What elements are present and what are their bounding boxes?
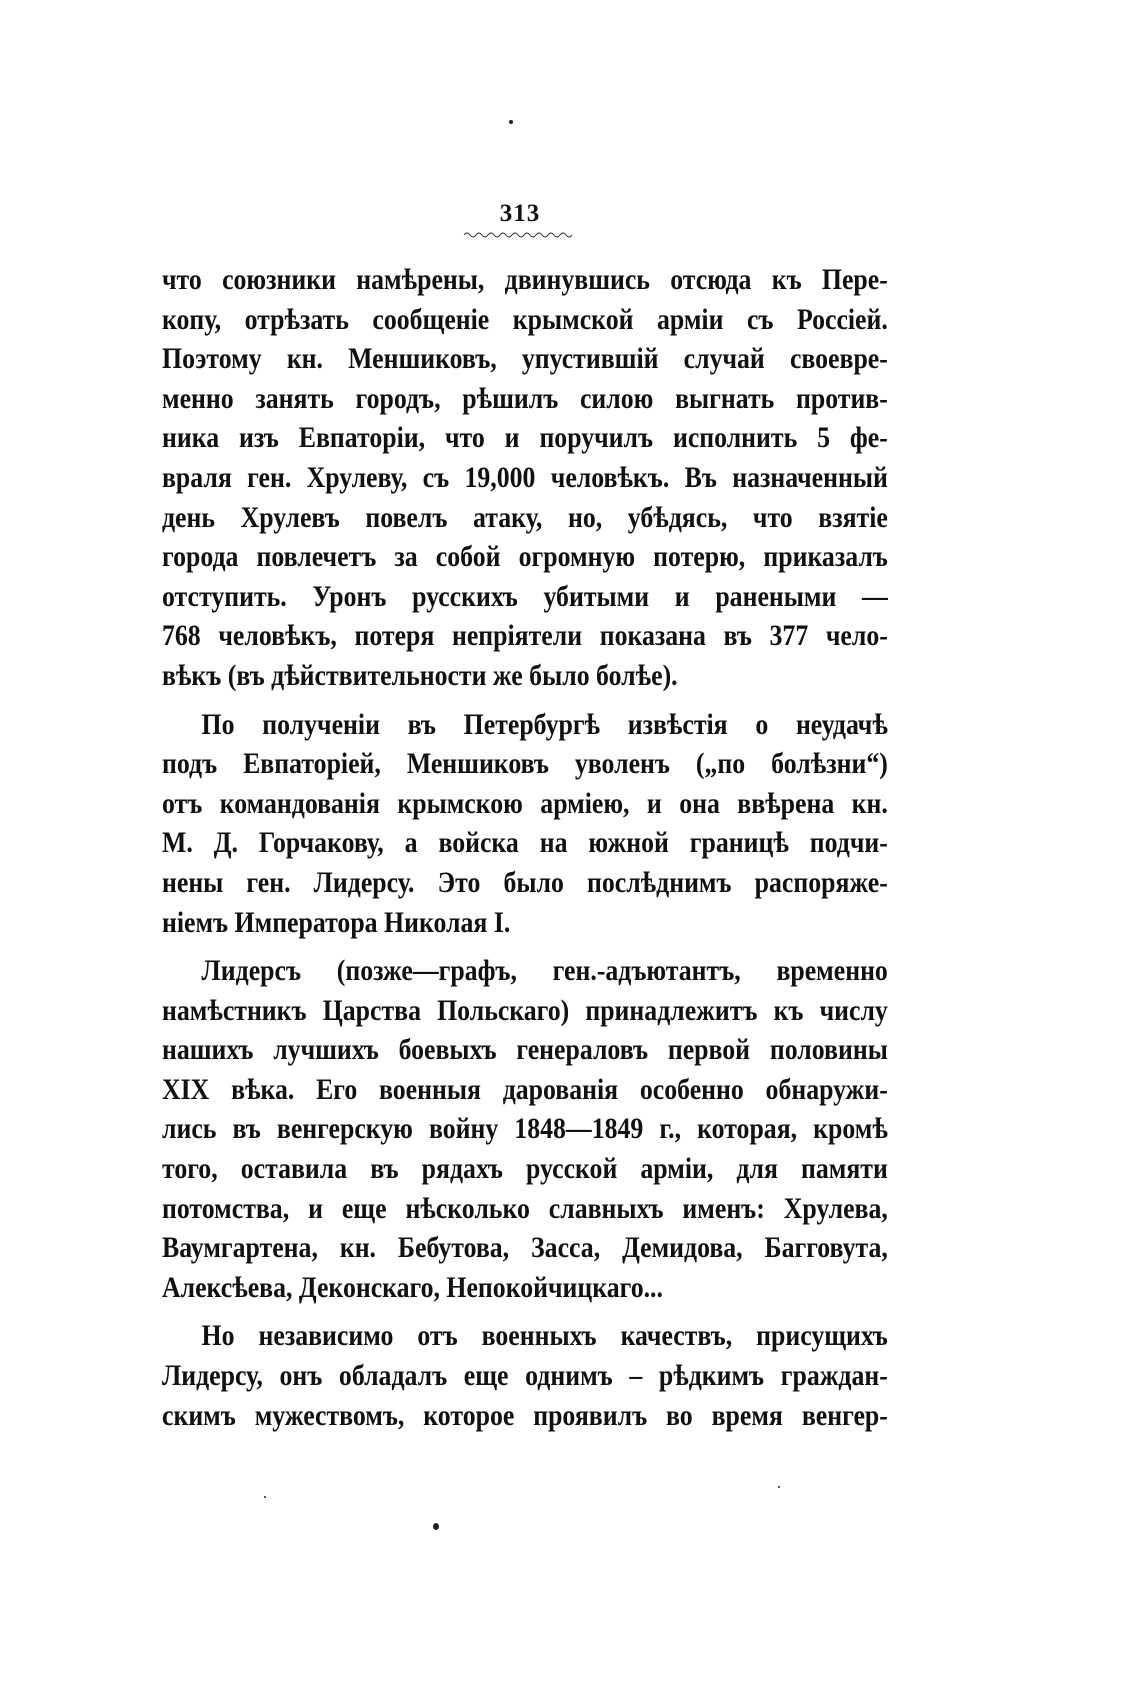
text-line: 768 человѣкъ, потеря непріятели показана въ 377 чело- bbox=[162, 619, 888, 653]
page-number: 313 bbox=[499, 200, 541, 227]
text-line: Ваумгартена, кн. Бебутова, Засса, Демидова, Багговута, bbox=[162, 1231, 888, 1265]
text-line: день Хрулевъ повелъ атаку, но, убѣдясь, что взятіе bbox=[162, 500, 888, 534]
text-line: лись въ венгерскую войну 1848—1849 г., которая, кромѣ bbox=[162, 1112, 888, 1146]
text-line: ніемъ Императора Николая I. bbox=[162, 905, 511, 939]
paragraph-gap bbox=[162, 696, 888, 705]
scan-speck-bottom bbox=[433, 1523, 439, 1530]
text-line: М. Д. Горчакову, а войска на южной границѣ подчи- bbox=[162, 826, 888, 860]
paragraph-gap bbox=[162, 942, 888, 951]
text-line: подъ Евпаторіей, Меншиковъ уволенъ („по болѣзни“) bbox=[162, 747, 888, 781]
text-line: потомства, и еще нѣсколько славныхъ именъ: Хрулева, bbox=[162, 1191, 888, 1225]
scan-speck-top bbox=[509, 120, 513, 124]
text-line: что союзники намѣрены, двинувшись отсюда къ Пере- bbox=[162, 263, 888, 296]
scan-speck-bottom-right bbox=[778, 1486, 780, 1488]
text-line: скимъ мужествомъ, которое проявилъ во время венгер- bbox=[162, 1398, 888, 1432]
paragraph-1 bbox=[162, 260, 888, 696]
text-line: нены ген. Лидерсу. Это было послѣднимъ распоряже- bbox=[162, 865, 888, 899]
text-line: копу, отрѣзать сообщеніе крымской арміи съ Россіей. bbox=[162, 302, 888, 336]
paragraph-3 bbox=[162, 951, 888, 1307]
paragraph-2 bbox=[162, 705, 888, 943]
text-line: XIX вѣка. Его военныя дарованія особенно обнаружи- bbox=[162, 1072, 888, 1106]
text-line: намѣстникъ Царства Польскаго) принадлежитъ къ числу bbox=[162, 993, 888, 1027]
text-line: ника изъ Евпаторіи, что и поручилъ исполнить 5 фе- bbox=[162, 421, 888, 455]
paragraph-gap bbox=[162, 1307, 888, 1316]
text-line: Но независимо отъ военныхъ качествъ, присущихъ bbox=[201, 1319, 888, 1353]
text-line: вѣкъ (въ дѣйствительности же было болѣе). bbox=[162, 658, 678, 692]
text-line: Поэтому кн. Меншиковъ, упустившій случай своевре- bbox=[162, 342, 888, 376]
scan-speck-bottom-left bbox=[264, 1496, 266, 1498]
text-line: нашихъ лучшихъ боевыхъ генераловъ первой половины bbox=[162, 1033, 888, 1067]
text-line: города повлечетъ за собой огромную потерю, приказалъ bbox=[162, 540, 888, 574]
text-line: отъ командованія крымскою арміею, и она ввѣрена кн. bbox=[162, 786, 888, 820]
text-line: враля ген. Хрулеву, съ 19,000 человѣкъ. Въ назначенный bbox=[162, 460, 888, 494]
paragraph-4 bbox=[162, 1316, 888, 1435]
text-line: менно занять городъ, рѣшилъ силою выгнать против- bbox=[162, 381, 888, 415]
body-text bbox=[162, 260, 888, 1435]
text-line: Лидерсъ (позже—графъ, ген.-адъютантъ, временно bbox=[201, 954, 888, 988]
text-line: Алексѣева, Деконскаго, Непокойчицкаго... bbox=[162, 1270, 663, 1304]
text-line: По полученіи въ Петербургѣ извѣстія о неудачѣ bbox=[201, 707, 888, 741]
text-line: отступить. Уронъ русскихъ убитыми и ранеными — bbox=[162, 579, 888, 613]
text-line: Лидерсу, онъ обладалъ еще однимъ – рѣдкимъ граждан- bbox=[162, 1359, 888, 1393]
text-line: того, оставила въ рядахъ русской арміи, для памяти bbox=[162, 1152, 888, 1186]
page-number-ornament bbox=[460, 230, 580, 240]
